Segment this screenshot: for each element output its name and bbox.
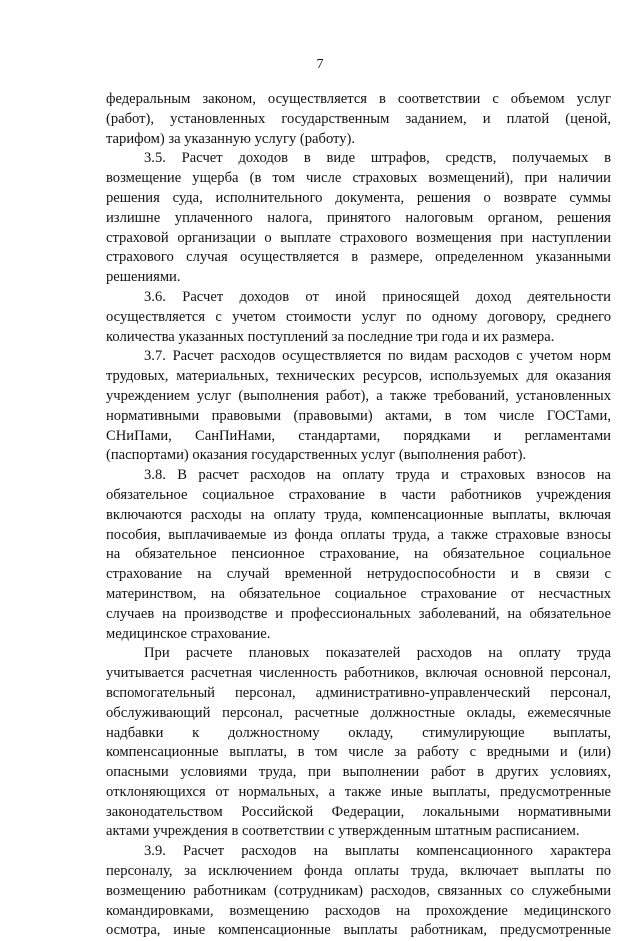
text-line: возмещение ущерба (в том числе страховых возмещений), при наличии [106, 170, 611, 187]
text-line: 3.7. Расчет расходов осуществляется по видам расходов с учетом норм [144, 348, 611, 365]
text-line: количества указанных поступлений за последние три года и их размера. [106, 328, 555, 345]
text-line: тарифом) за указанную услугу (работу). [106, 130, 356, 147]
text-line: трудовых, материальных, технических ресурсов, используемых для оказания [106, 368, 611, 385]
text-line: возмещению работникам (сотрудникам) расходов, связанных со служебными [106, 882, 611, 899]
text-line: решениями. [106, 269, 181, 286]
text-line: опасными условиями труда, при выполнении работ в других условиях, [106, 764, 611, 781]
text-line: законодательством Российской Федерации, локальными нормативными [106, 803, 611, 820]
page-number: 7 [316, 57, 324, 72]
text-line: обслуживающий персонал, расчетные должностные оклады, ежемесячные [106, 704, 611, 721]
text-line: надбавки к должностному окладу, стимулирующие выплаты, [106, 724, 611, 741]
text-line: на обязательное пенсионное страхование, на обязательное социальное [106, 546, 611, 563]
text-line: вспомогательный персонал, административно-управленческий персонал, [106, 684, 611, 701]
text-line: страховой организации о выплате страхового возмещения при наступлении [106, 229, 611, 246]
text-line: (паспортами) оказания государственных услуг (выполнения работ). [106, 447, 527, 464]
text-line: учитывается расчетная численность работников, включая основной персонал, [106, 665, 611, 682]
text-line: осуществляется с учетом стоимости услуг по одному договору, среднего [106, 308, 611, 325]
text-line: материнством, на обязательное социальное страхование от несчастных [106, 585, 611, 602]
text-line: компенсационные выплаты, в том числе за работу с вредными и (или) [106, 744, 611, 761]
text-line: нормативными правовыми (правовыми) актами, в том числе ГОСТами, [106, 407, 611, 424]
text-line: При расчете плановых показателей расходов на оплату труда [144, 645, 611, 662]
text-line: СНиПами, СанПиНами, стандартами, порядками и регламентами [106, 427, 611, 444]
text-line: включаются расходы на оплату труда, компенсационные выплаты, включая [106, 506, 611, 523]
text-line: актами учреждения в соответствии с утвержденным штатным расписанием. [106, 823, 580, 840]
text-line: персоналу, за исключением фонда оплаты труда, включает выплаты по [106, 863, 611, 880]
text-line: пособия, выплачиваемые из фонда оплаты труда, а также страховые взносы [106, 526, 611, 543]
text-line: 3.8. В расчет расходов на оплату труда и страховых взносов на [144, 467, 611, 484]
text-line: медицинское страхование. [106, 625, 271, 642]
text-line: страхового случая осуществляется в размере, определенном указанными [106, 249, 611, 266]
text-line: страхование на случай временной нетрудоспособности и в связи с [106, 566, 611, 583]
text-line: 3.9. Расчет расходов на выплаты компенсационного характера [144, 843, 611, 860]
text-line: 3.6. Расчет доходов от иной приносящей доход деятельности [144, 288, 611, 305]
text-line: случаев на производстве и профессиональных заболеваний, на обязательное [106, 605, 611, 622]
text-line: командировками, возмещению расходов на прохождение медицинского [106, 902, 611, 919]
text-line: обязательное социальное страхование в части работников учреждения [106, 486, 611, 503]
text-line: решения суда, исполнительного документа, решения о возврате суммы [106, 189, 611, 206]
text-line: осмотра, иные компенсационные выплаты работникам, предусмотренные [106, 922, 611, 939]
text-line: 3.5. Расчет доходов в виде штрафов, средств, получаемых в [144, 150, 611, 167]
text-line: федеральным законом, осуществляется в соответствии с объемом услуг [106, 91, 611, 107]
text-line: излишне уплаченного налога, принятого налоговым органом, решения [106, 209, 611, 226]
text-line: учреждением услуг (выполнения работ), а также требований, установленных [106, 387, 611, 404]
document-body [106, 90, 611, 941]
text-line: (работ), установленных государственным заданием, и платой (ценой, [106, 110, 611, 127]
text-line: отклоняющихся от нормальных, а также иные выплаты, предусмотренные [106, 783, 611, 800]
